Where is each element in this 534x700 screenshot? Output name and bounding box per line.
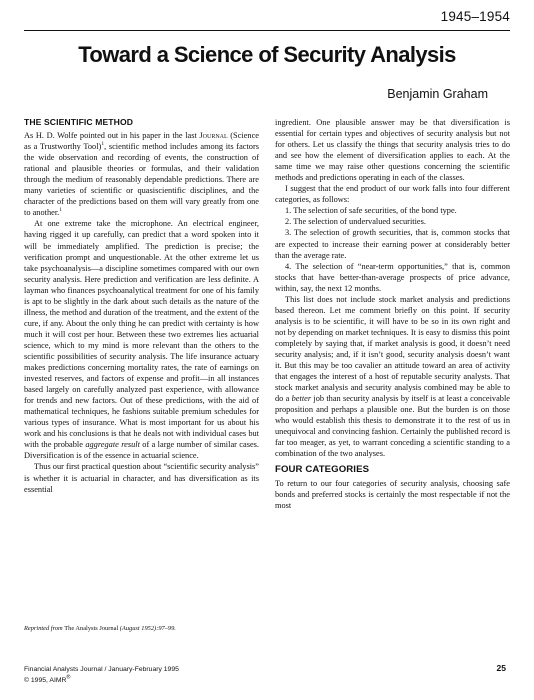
article-author: Benjamin Graham [387,87,488,101]
text-run: At one extreme take the microphone. An electrical engineer, having rigged it up carefully, can predict that a word spoken into it will be immediately amplified. The prediction is precise; the verification prompt and unquestionable. At the other extreme let us take psychoanalysis—a discipline sometimes compared with our own security analysis. Here prediction and verification are less definite. A layman who finances psychoanalytical treatment for one of his family is apt to be slightly in the dark about such details as the nature of the illness, the method and duration of the treatment, and the extent of the cure, if any. About the only thing he can predict with certainty is how much it will cost per hour. Between these two extremes lies actuarial science, which to my mind is more relevant than the others to the scientific possibilities of security analysis. The life insurance actuary makes predictions concerning mortality rates, the rate of earnings on invested reserves, and factors of expense and profit—in all instances based largely on carefully analyzed past experience, with allowance for trends and new factors. Out of these predictions, with the aid of mathematical techniques, he fashions suitable premium schedules for various types of insurance. What is most important for us about his work and his conclusions is that he deals not with individual cases but with the probable [24,219,259,450]
paragraph: ingredient. One plausible answer may be that diversification is essential for certain types and objectives of security analysis but not for others. Let us classify the things that security analysis tries to do and see how the element of diversification applies to each. At the same time we may raise other questions concerning the scientific methods and predictions operating in each of the classes. [275,118,510,183]
source-journal: The Analysts Journal [64,625,119,632]
paragraph: Thus our first practical question about “scientific security analysis” is whether it is actuarial in character, and has diversification as its essential [24,462,259,494]
list-item: 2. The selection of undervalued securities. [285,217,426,227]
section-heading-four-categories: FOUR CATEGORIES [275,464,370,476]
section-heading-scientific-method: THE SCIENTIFIC METHOD [24,117,134,127]
text-run: This list does not include stock market analysis and predictions based thereon. Let me comment briefly on this point. If security analysis is to be scientific, it will have to be so in its own right and not by depending on market techniques. It is easy to dismiss this point completely by saying that, if market analysis is good, it doesn’t need security analysis; and, if it isn’t good, security analysis doesn’t want it. But this may be too cavalier an attitude toward an area of activity that engages the interest of a host of reputable security analysts. That stock market analysis and security analysis combined may be able to do a [275,294,510,404]
running-header-period: 1945–1954 [440,9,510,24]
italic-run: aggregate result [85,440,140,450]
footnote-marker: 1 [59,207,62,214]
list-item: 1. The selection of safe securities, of the bond type. [285,206,457,216]
list-item: 4. The selection of “near-term opportunities,” that is, common stocks that have better-than-average prospects of price advance, within, say, the next 12 months. [275,261,510,293]
article-title: Toward a Science of Security Analysis [78,42,456,67]
paragraph: To return to our four categories of security analysis, choosing safe bonds and preferred stocks is certainly the most respectable if not the most [275,478,510,510]
text-run: of a large number of similar cases. Diversification is of the essence in actuarial science. [24,440,259,461]
footer-copyright [24,675,179,686]
italic-run: better [291,394,312,404]
text-run: © 1995, AIMR [24,677,67,684]
footnote-marker: 1 [101,141,105,148]
paragraph: I suggest that the end product of our work falls into four different categories, as follows: [275,184,510,205]
text-run: (August 1952):97–99. [118,625,176,632]
footer-journal-line: Financial Analysts Journal / January-February 1995 [24,666,179,673]
header-rule [24,30,510,31]
right-column [275,117,510,511]
paragraph [24,130,259,218]
page-number: 25 [496,663,506,673]
footer-info [24,664,179,686]
reprint-note [24,625,176,632]
text-run: As H. D. Wolfe pointed out in his paper in the last [24,131,200,141]
journal-small-caps: Journal [199,131,228,141]
text-run: , scientific method includes among its factors the wide observation and recording of events, the construction of rational and plausible theories or formulas, and their validation through the medium of reasonably dependable predictions. There are many varieties of scientific or quasiscientific disciplines, and the character of the predictions based on them will vary greatly from one to another. [24,142,259,218]
text-run: job than security analysis by itself is at least a conceivable proposition and perhaps a plausible one. But the burden is on those who would establish this thesis to demonstrate it to the rest of us in unequivocal and convincing fashion. Certainly the published record is far too meager, as yet, to warrant conceding a scientific standing to a combination of the two analyses. [275,394,510,459]
list-item: 3. The selection of growth securities, that is, common stocks that are expected to increase their earning power at considerably better than the average rate. [275,228,510,260]
registered-mark: ® [66,674,71,681]
text-run: Reprinted from [24,625,65,632]
left-column [24,117,259,495]
text-run: (Science as a Trustworthy Tool) [24,131,259,152]
paragraph [24,218,259,461]
paragraph [275,294,510,460]
